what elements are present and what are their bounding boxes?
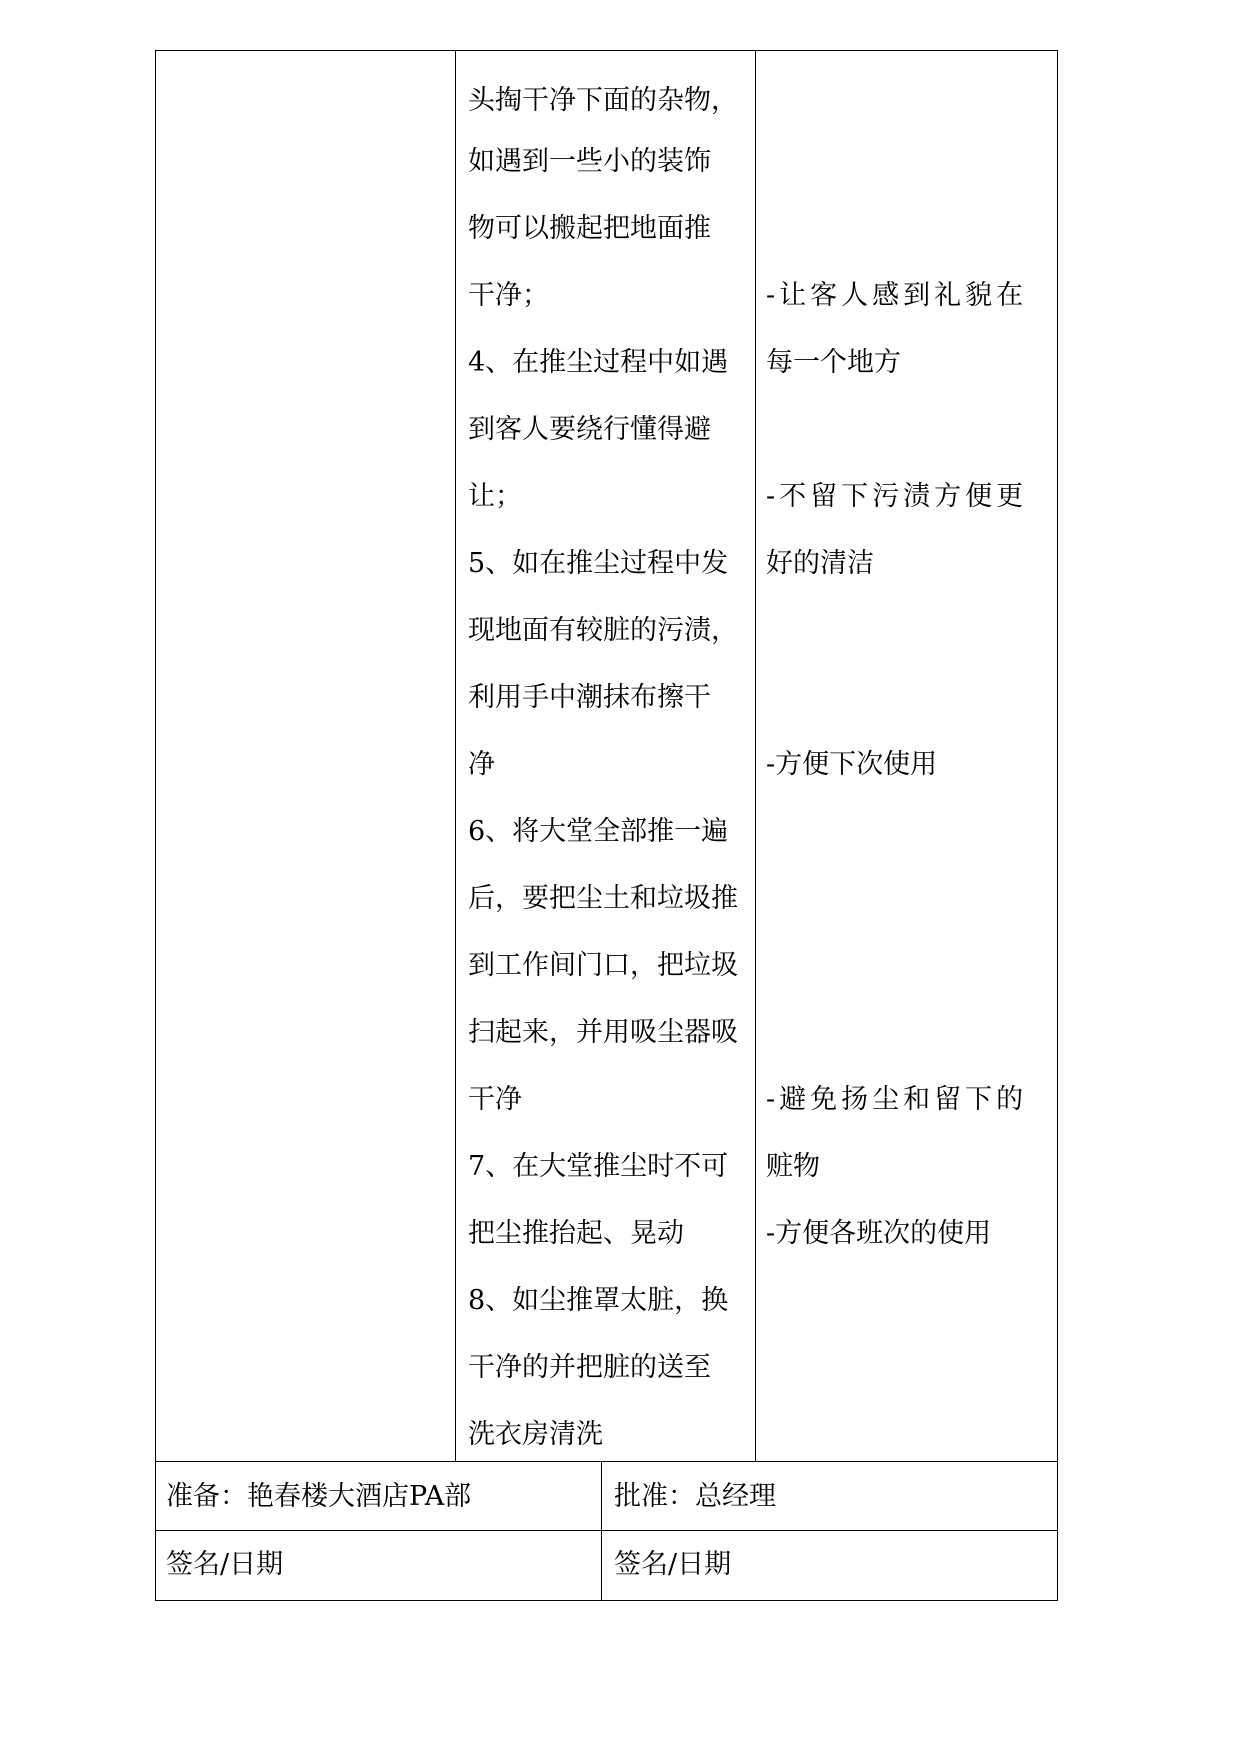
step-line: 扫起来，并用吸尘器吸 [468, 1017, 738, 1048]
step-line: 物可以搬起把地面推 [468, 213, 711, 244]
reason-line: 每一个地方 [766, 347, 901, 378]
reason-line: 赃物 [766, 1151, 820, 1182]
step-line: 5、如在推尘过程中发 [468, 548, 729, 579]
reason-line: 好的清洁 [766, 548, 874, 579]
footer-column-divider [601, 1461, 602, 1601]
approved-by-label: 批准：总经理 [614, 1481, 776, 1512]
step-line: 干净 [468, 1084, 522, 1115]
row-divider-footer [155, 1461, 1058, 1462]
step-line: 干净的并把脏的送至 [468, 1352, 711, 1383]
sign-date-left: 签名/日期 [166, 1549, 284, 1580]
column-divider-2 [755, 50, 756, 1462]
prepared-by-label: 准备：艳春楼大酒店PA部 [166, 1481, 472, 1512]
row-divider-sign [155, 1530, 1058, 1531]
step-line: 7、在大堂推尘时不可 [468, 1151, 729, 1182]
step-line: 后，要把尘土和垃圾推 [468, 883, 738, 914]
sign-date-right: 签名/日期 [614, 1549, 732, 1580]
reason-line: -避免扬尘和留下的 [766, 1084, 1028, 1115]
reason-line: -方便各班次的使用 [766, 1218, 992, 1249]
reason-line: -方便下次使用 [766, 749, 938, 780]
step-line: 洗衣房清洗 [468, 1419, 603, 1450]
step-line: 干净； [468, 280, 549, 311]
step-line: 到客人要绕行懂得避 [468, 414, 711, 445]
reason-line: -让客人感到礼貌在 [766, 280, 1028, 311]
step-line: 如遇到一些小的装饰 [468, 146, 711, 177]
step-line: 净 [468, 749, 495, 780]
step-line: 让； [468, 481, 522, 512]
step-line: 6、将大堂全部推一遍 [468, 816, 729, 847]
step-line: 到工作间门口，把垃圾 [468, 950, 738, 981]
reason-line: -不留下污渍方便更 [766, 481, 1028, 512]
step-line: 现地面有较脏的污渍， [468, 615, 738, 646]
step-line: 4、在推尘过程中如遇 [468, 347, 729, 378]
step-line: 8、如尘推罩太脏，换 [468, 1285, 729, 1316]
step-line: 把尘推抬起、晃动 [468, 1218, 684, 1249]
step-line: 头掏干净下面的杂物， [468, 85, 738, 116]
step-line: 利用手中潮抹布擦干 [468, 682, 711, 713]
column-divider-1 [455, 50, 456, 1462]
